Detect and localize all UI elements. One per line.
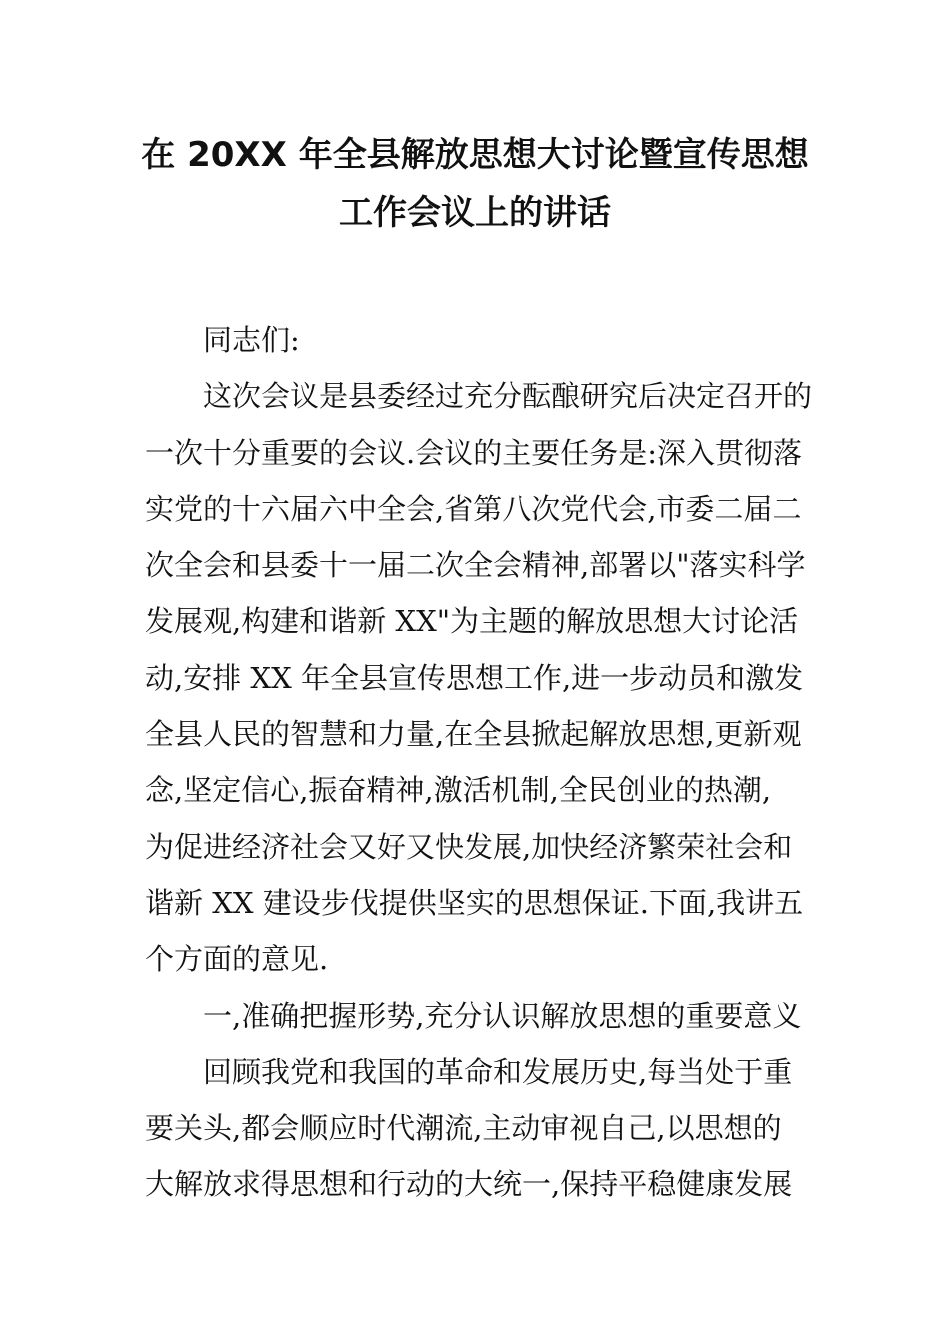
title-line-2: 工作会议上的讲话 (339, 193, 611, 233)
intro-paragraph (145, 368, 813, 987)
title-line-1: 在 20XX 年全县解放思想大讨论暨宣传思想 (141, 135, 809, 175)
paragraph-line: 回顾我党和我国的革命和发展历史,每当处于重 (203, 1054, 793, 1089)
paragraph-line: 要关头,都会顺应时代潮流,主动审视自己,以思想的 (145, 1111, 782, 1146)
salutation-paragraph (145, 312, 810, 368)
paragraph-line: 个方面的意见. (145, 942, 329, 977)
paragraph-line: 动,安排 XX 年全县宣传思想工作,进一步动员和激发 (145, 660, 804, 695)
paragraph-line: 这次会议是县委经过充分酝酿研究后决定召开的 (203, 379, 813, 414)
paragraph-line: 全县人民的智慧和力量,在全县掀起解放思想,更新观 (145, 717, 802, 752)
paragraph-line: 一次十分重要的会议.会议的主要任务是:深入贯彻落 (145, 435, 802, 470)
section-heading (145, 988, 810, 1044)
section-body-paragraph (145, 1044, 810, 1213)
paragraph-line: 同志们: (203, 323, 300, 357)
paragraph-line: 谐新 XX 建设步伐提供坚实的思想保证.下面,我讲五 (145, 885, 804, 920)
paragraph-line: 为促进经济社会又好又快发展,加快经济繁荣社会和 (145, 829, 793, 864)
paragraph-line: 发展观,构建和谐新 XX"为主题的解放思想大讨论活 (145, 604, 799, 639)
paragraph-line: 念,坚定信心,振奋精神,激活机制,全民创业的热潮, (145, 773, 772, 808)
paragraph-line: 大解放求得思想和行动的大统一,保持平稳健康发展 (145, 1167, 793, 1202)
document-body (145, 312, 813, 1213)
paragraph-line: 实党的十六届六中全会,省第八次党代会,市委二届二 (145, 491, 802, 526)
document-title (110, 126, 840, 242)
section-heading-line: 一,准确把握形势,充分认识解放思想的重要意义 (203, 998, 802, 1033)
paragraph-line: 次全会和县委十一届二次全会精神,部署以"落实科学 (145, 548, 806, 583)
